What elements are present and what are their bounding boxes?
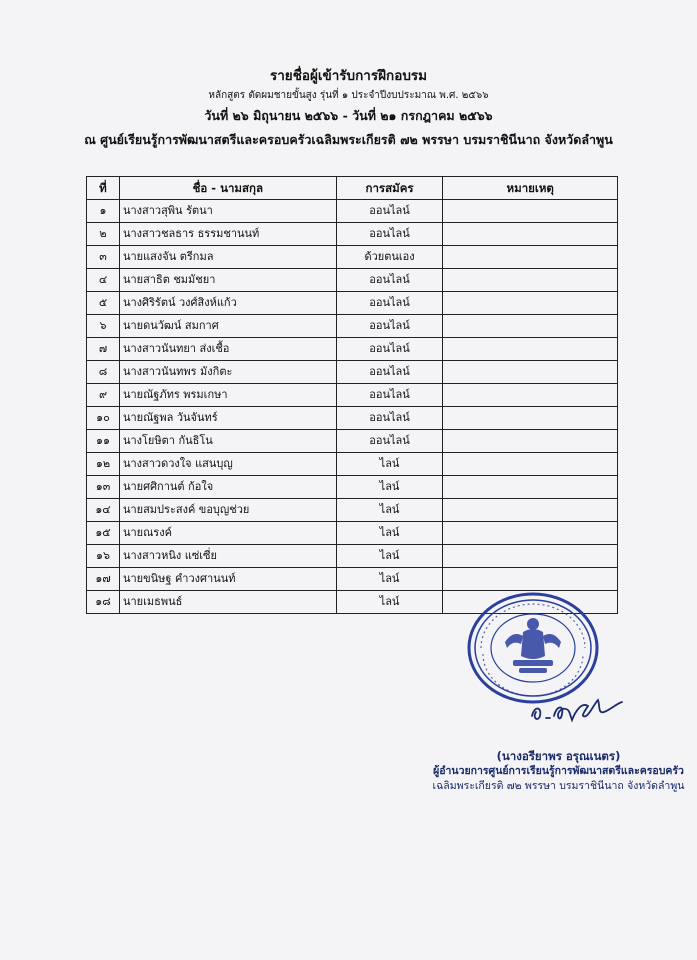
cell-name: นางสาวดวงใจ แสนบุญ	[119, 453, 336, 476]
date-range-line: วันที่ ๒๖ มิถุนายน ๒๕๖๖ - วันที่ ๒๑ กรกฎาคม ๒๕๖๖	[204, 108, 493, 123]
cell-note	[443, 338, 618, 361]
cell-name: นายเมธพนธ์	[119, 591, 336, 614]
cell-name: นายณัฐภัทร พรมเกษา	[119, 384, 336, 407]
table-body	[87, 200, 618, 614]
table-row	[87, 361, 618, 384]
document-header	[0, 66, 697, 150]
signer-name: (นางอรียาพร อรุณเนตร)	[496, 749, 621, 763]
table-row	[87, 292, 618, 315]
cell-no: ๓	[87, 246, 120, 269]
table-row	[87, 223, 618, 246]
table-row	[87, 476, 618, 499]
cell-note	[443, 453, 618, 476]
cell-name: นางสาวสุพิน รัตนา	[119, 200, 336, 223]
participant-table	[86, 176, 618, 614]
cell-note	[443, 545, 618, 568]
cell-registration: ไลน์	[336, 522, 443, 545]
cell-registration: ออนไลน์	[336, 384, 443, 407]
cell-no: ๑๒	[87, 453, 120, 476]
cell-registration: ออนไลน์	[336, 315, 443, 338]
cell-no: ๑๖	[87, 545, 120, 568]
cell-name: นายณรงค์	[119, 522, 336, 545]
cell-registration: ด้วยตนเอง	[336, 246, 443, 269]
table-row	[87, 522, 618, 545]
cell-registration: ไลน์	[336, 545, 443, 568]
cell-note	[443, 315, 618, 338]
table-row	[87, 315, 618, 338]
cell-registration: ออนไลน์	[336, 200, 443, 223]
cell-registration: ออนไลน์	[336, 430, 443, 453]
cell-no: ๑๕	[87, 522, 120, 545]
cell-note	[443, 361, 618, 384]
cell-note	[443, 568, 618, 591]
table-row	[87, 338, 618, 361]
table-row	[87, 568, 618, 591]
cell-no: ๕	[87, 292, 120, 315]
cell-no: ๑๑	[87, 430, 120, 453]
cell-no: ๙	[87, 384, 120, 407]
cell-registration: ออนไลน์	[336, 361, 443, 384]
cell-name: นายขนิษฐ คำวงศานนท์	[119, 568, 336, 591]
cell-name: นายสมประสงค์ ขอบุญช่วย	[119, 499, 336, 522]
cell-name: นางศิริรัตน์ วงศ์สิงห์แก้ว	[119, 292, 336, 315]
col-header-name: ชื่อ - นามสกุล	[119, 177, 336, 200]
cell-name: นางสาวหนิง แซ่เซี่ย	[119, 545, 336, 568]
cell-note	[443, 246, 618, 269]
cell-no: ๖	[87, 315, 120, 338]
cell-note	[443, 499, 618, 522]
cell-name: นางสาวนันทยา ส่งเชื้อ	[119, 338, 336, 361]
cell-registration: ไลน์	[336, 568, 443, 591]
cell-no: ๑๐	[87, 407, 120, 430]
col-header-no: ที่	[87, 177, 120, 200]
venue-line: ณ ศูนย์เรียนรู้การพัฒนาสตรีและครอบครัวเฉลิมพระเกียรติ ๗๒ พรรษา บรมราชินีนาถ จังหวัดลำพูน	[84, 132, 613, 147]
cell-note	[443, 384, 618, 407]
cell-name: นายศศิกานต์ ก้อใจ	[119, 476, 336, 499]
table-row	[87, 407, 618, 430]
cell-registration: ออนไลน์	[336, 407, 443, 430]
cell-no: ๗	[87, 338, 120, 361]
cell-registration: ออนไลน์	[336, 223, 443, 246]
course-line: หลักสูตร ตัดผมชายขั้นสูง รุ่นที่ ๑ ประจำปีงบประมาณ พ.ศ. ๒๕๖๖	[208, 90, 489, 101]
cell-note	[443, 522, 618, 545]
table-row	[87, 430, 618, 453]
cell-note	[443, 407, 618, 430]
table-row	[87, 453, 618, 476]
cell-note	[443, 269, 618, 292]
cell-name: นายสาธิต ชมมัชยา	[119, 269, 336, 292]
cell-registration: ออนไลน์	[336, 269, 443, 292]
cell-no: ๑๗	[87, 568, 120, 591]
table-row	[87, 545, 618, 568]
table-row	[87, 384, 618, 407]
cell-no: ๑๘	[87, 591, 120, 614]
cell-no: ๔	[87, 269, 120, 292]
document-title: รายชื่อผู้เข้ารับการฝึกอบรม	[269, 68, 428, 84]
table-row	[87, 269, 618, 292]
cell-no: ๒	[87, 223, 120, 246]
cell-no: ๑๓	[87, 476, 120, 499]
table-header-row	[87, 177, 618, 200]
cell-note	[443, 223, 618, 246]
signer-position-line2: เฉลิมพระเกียรติ ๗๒ พรรษา บรมราชินีนาถ จังหวัดลำพูน	[432, 780, 685, 792]
cell-name: นายแสงจัน ตรีกมล	[119, 246, 336, 269]
cell-no: ๑๔	[87, 499, 120, 522]
cell-name: นายดนวัฒน์ สมกาศ	[119, 315, 336, 338]
cell-no: ๑	[87, 200, 120, 223]
cell-registration: ไลน์	[336, 591, 443, 614]
signature	[528, 692, 628, 726]
table-row	[87, 499, 618, 522]
cell-note	[443, 430, 618, 453]
table-row	[87, 246, 618, 269]
cell-registration: ไลน์	[336, 499, 443, 522]
cell-note	[443, 292, 618, 315]
cell-registration: ไลน์	[336, 476, 443, 499]
cell-note	[443, 476, 618, 499]
table-row	[87, 200, 618, 223]
signer-block	[420, 748, 697, 794]
cell-registration: ออนไลน์	[336, 292, 443, 315]
cell-name: นางสาวนันทพร มังกิตะ	[119, 361, 336, 384]
cell-name: นายณัฐพล วันจันทร์	[119, 407, 336, 430]
cell-no: ๘	[87, 361, 120, 384]
official-seal-stamp	[465, 590, 601, 706]
col-header-note: หมายเหตุ	[443, 177, 618, 200]
cell-note	[443, 200, 618, 223]
cell-registration: ไลน์	[336, 453, 443, 476]
cell-name: นางโยษิตา กันธิโน	[119, 430, 336, 453]
cell-name: นางสาวชลธาร ธรรมชานนท์	[119, 223, 336, 246]
signer-position-line1: ผู้อำนวยการศูนย์การเรียนรู้การพัฒนาสตรีและครอบครัว	[433, 765, 684, 777]
col-header-registration: การสมัคร	[336, 177, 443, 200]
cell-registration: ออนไลน์	[336, 338, 443, 361]
